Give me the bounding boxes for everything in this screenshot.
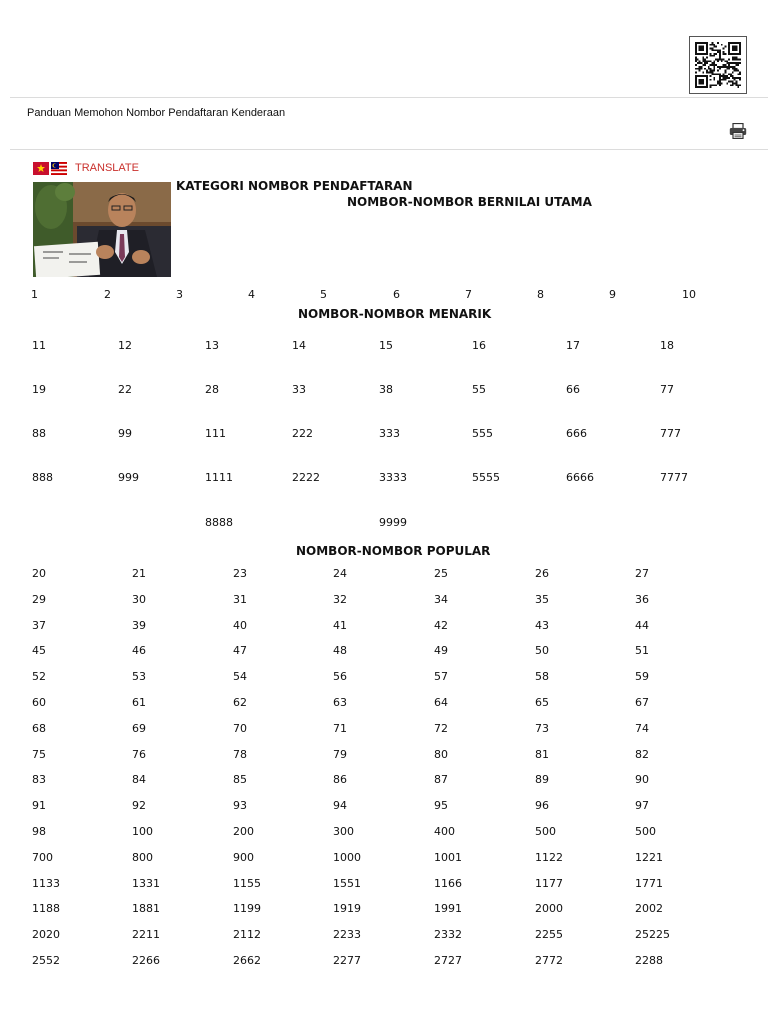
popular-number: 1122 [535,850,563,864]
popular-number: 84 [132,773,146,787]
menarik-number: 18 [660,339,674,352]
menarik-number: 99 [118,427,132,440]
menarik-number: 13 [205,339,219,352]
popular-number: 82 [635,747,649,761]
popular-number: 36 [635,592,649,606]
popular-number: 1919 [333,902,361,916]
popular-number: 2211 [132,928,160,942]
popular-number: 2288 [635,954,663,967]
popular-number: 98 [32,825,46,838]
popular-number: 21 [132,567,146,580]
popular-number: 2002 [635,902,663,916]
popular-number: 1771 [635,876,663,890]
popular-number: 68 [32,721,46,735]
popular-number: 25 [434,567,448,580]
flag-icon[interactable] [33,160,67,173]
document-title: Panduan Memohon Nombor Pendaftaran Kenderaan [27,107,286,119]
popular-number: 2662 [233,954,261,967]
menarik-number: 14 [292,339,306,352]
popular-number: 85 [233,773,247,787]
menarik-number: 16 [472,339,486,352]
popular-number: 63 [333,696,347,709]
popular-number: 400 [434,825,455,838]
popular-number: 44 [635,618,649,632]
menarik-number: 5555 [472,471,500,484]
popular-number: 67 [635,696,649,709]
popular-number: 27 [635,567,649,580]
popular-number: 64 [434,696,448,709]
popular-number: 2255 [535,928,563,942]
menarik-number: 22 [118,383,132,396]
popular-number: 69 [132,721,146,735]
utama-number: 10 [682,288,696,301]
section-title: KATEGORI NOMBOR PENDAFTARAN [176,179,413,193]
popular-number: 93 [233,799,247,813]
popular-number: 20 [32,567,46,580]
popular-number: 57 [434,670,448,684]
popular-number: 1000 [333,850,361,864]
menarik-number: 111 [205,427,226,440]
popular-number: 32 [333,592,347,606]
popular-number: 83 [32,773,46,787]
popular-number: 92 [132,799,146,813]
popular-number: 70 [233,721,247,735]
menarik-number: 15 [379,339,393,352]
popular-number: 65 [535,696,549,709]
popular-number: 96 [535,799,549,813]
popular-number: 200 [233,825,254,838]
popular-number: 49 [434,644,448,658]
popular-number: 56 [333,670,347,684]
popular-number: 94 [333,799,347,813]
menarik-number: 28 [205,383,219,396]
menarik-number: 55 [472,383,486,396]
popular-number: 29 [32,592,46,606]
popular-number: 87 [434,773,448,787]
menarik-number: 888 [32,471,53,484]
popular-number: 47 [233,644,247,658]
popular-number: 2233 [333,928,361,942]
toolbar-divider [10,149,768,150]
popular-number: 45 [32,644,46,658]
popular-number: 48 [333,644,347,658]
popular-number: 1177 [535,876,563,890]
popular-number: 1221 [635,850,663,864]
popular-number: 34 [434,592,448,606]
popular-number: 1133 [32,876,60,890]
popular-number: 2020 [32,928,60,942]
popular-number: 1551 [333,876,361,890]
menarik-number: 1111 [205,471,233,484]
popular-number: 2552 [32,954,60,967]
menarik-number: 3333 [379,471,407,484]
popular-number: 91 [32,799,46,813]
utama-number: 9 [609,288,616,301]
utama-number: 6 [393,288,400,301]
utama-number: 8 [537,288,544,301]
popular-number: 900 [233,850,254,864]
popular-number: 76 [132,747,146,761]
popular-number: 1991 [434,902,462,916]
popular-number: 74 [635,721,649,735]
photo-image [33,182,171,277]
menarik-number: 17 [566,339,580,352]
popular-number: 42 [434,618,448,632]
utama-number: 5 [320,288,327,301]
popular-number: 60 [32,696,46,709]
popular-number: 95 [434,799,448,813]
menarik-number: 9999 [379,516,407,529]
menarik-number: 12 [118,339,132,352]
popular-number: 25225 [635,928,670,942]
popular-number: 2112 [233,928,261,942]
popular-number: 54 [233,670,247,684]
popular-number: 500 [635,825,656,838]
utama-heading: NOMBOR-NOMBOR BERNILAI UTAMA [347,195,592,209]
popular-number: 35 [535,592,549,606]
popular-number: 62 [233,696,247,709]
popular-number: 58 [535,670,549,684]
popular-number: 80 [434,747,448,761]
popular-number: 500 [535,825,556,838]
menarik-number: 7777 [660,471,688,484]
popular-number: 31 [233,592,247,606]
popular-number: 37 [32,618,46,632]
popular-number: 23 [233,567,247,580]
menarik-number: 777 [660,427,681,440]
menarik-number: 38 [379,383,393,396]
popular-number: 51 [635,644,649,658]
popular-heading: NOMBOR-NOMBOR POPULAR [296,544,491,558]
menarik-number: 66 [566,383,580,396]
popular-number: 79 [333,747,347,761]
menarik-number: 19 [32,383,46,396]
popular-number: 2000 [535,902,563,916]
menarik-number: 333 [379,427,400,440]
popular-number: 300 [333,825,354,838]
popular-number: 46 [132,644,146,658]
popular-number: 73 [535,721,549,735]
menarik-number: 8888 [205,516,233,529]
utama-number: 7 [465,288,472,301]
menarik-number: 77 [660,383,674,396]
popular-number: 89 [535,773,549,787]
menarik-number: 33 [292,383,306,396]
menarik-number: 2222 [292,471,320,484]
popular-number: 1199 [233,902,261,916]
popular-number: 59 [635,670,649,684]
popular-number: 78 [233,747,247,761]
popular-number: 1155 [233,876,261,890]
popular-number: 1188 [32,902,60,916]
menarik-number: 6666 [566,471,594,484]
popular-number: 1881 [132,902,160,916]
menarik-heading: NOMBOR-NOMBOR MENARIK [298,307,492,321]
popular-number: 2332 [434,928,462,942]
menarik-number: 999 [118,471,139,484]
popular-number: 700 [32,850,53,864]
popular-number: 41 [333,618,347,632]
popular-number: 52 [32,670,46,684]
popular-number: 39 [132,618,146,632]
popular-number: 53 [132,670,146,684]
popular-number: 2277 [333,954,361,967]
popular-number: 1166 [434,876,462,890]
header-divider [10,97,768,98]
popular-number: 2772 [535,954,563,967]
menarik-number: 222 [292,427,313,440]
menarik-number: 555 [472,427,493,440]
popular-number: 26 [535,567,549,580]
popular-number: 43 [535,618,549,632]
popular-number: 100 [132,825,153,838]
popular-number: 72 [434,721,448,735]
popular-number: 30 [132,592,146,606]
utama-number: 4 [248,288,255,301]
print-icon[interactable] [729,123,747,139]
popular-number: 71 [333,721,347,735]
utama-number: 1 [31,288,38,301]
menarik-number: 88 [32,427,46,440]
popular-number: 2266 [132,954,160,967]
utama-number: 2 [104,288,111,301]
qr-code-icon [689,36,747,94]
popular-number: 40 [233,618,247,632]
popular-number: 800 [132,850,153,864]
popular-number: 24 [333,567,347,580]
menarik-number: 666 [566,427,587,440]
popular-number: 75 [32,747,46,761]
utama-number: 3 [176,288,183,301]
translate-link[interactable]: TRANSLATE [75,162,139,174]
popular-number: 1331 [132,876,160,890]
popular-number: 86 [333,773,347,787]
popular-number: 61 [132,696,146,709]
menarik-number: 11 [32,339,46,352]
popular-number: 2727 [434,954,462,967]
popular-number: 81 [535,747,549,761]
popular-number: 50 [535,644,549,658]
popular-number: 90 [635,773,649,787]
popular-number: 1001 [434,850,462,864]
popular-number: 97 [635,799,649,813]
